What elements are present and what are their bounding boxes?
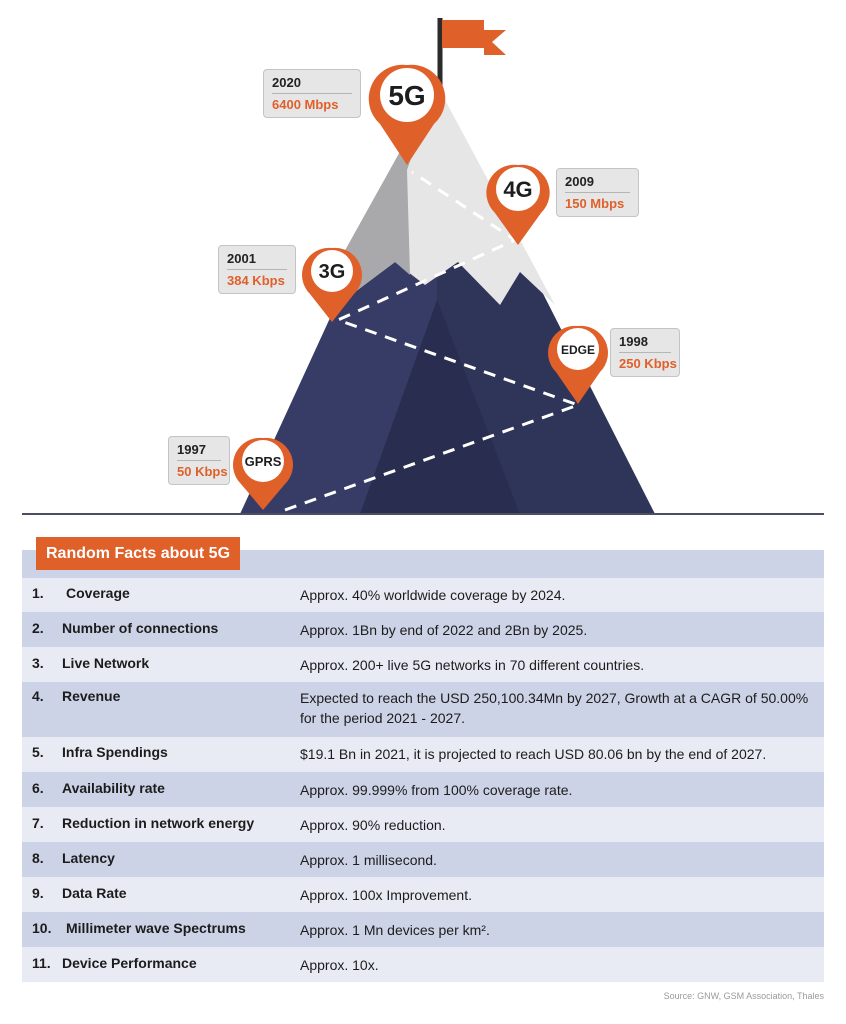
fact-value: Approx. 200+ live 5G networks in 70 different countries. — [300, 657, 645, 673]
table-row — [22, 612, 824, 647]
fact-value: Approx. 90% reduction. — [300, 817, 446, 833]
table-row — [22, 647, 824, 682]
callout-4g — [556, 168, 639, 217]
fact-number: 3. — [32, 655, 44, 671]
fact-value: Approx. 100x Improvement. — [300, 887, 472, 903]
fact-value: Approx. 40% worldwide coverage by 2024. — [300, 587, 566, 603]
fact-number: 4. — [32, 688, 44, 704]
fact-number: 7. — [32, 815, 44, 831]
fact-number: 9. — [32, 885, 44, 901]
table-row — [22, 947, 824, 982]
fact-number: 8. — [32, 850, 44, 866]
callout-5g — [263, 69, 361, 118]
fact-number: 11. — [32, 955, 51, 971]
fact-value: Approx. 99.999% from 100% coverage rate. — [300, 782, 573, 798]
table-row — [22, 772, 824, 807]
fact-value: Approx. 1 millisecond. — [300, 852, 437, 868]
fact-number: 2. — [32, 620, 44, 636]
facts-title: Random Facts about 5G — [36, 537, 240, 570]
fact-value: $19.1 Bn in 2021, it is projected to reach USD 80.06 bn by the end of 2027. — [300, 746, 767, 762]
callout-gprs-speed: 50 Kbps — [177, 464, 228, 479]
fact-number: 5. — [32, 744, 44, 760]
callout-edge-year: 1998 — [619, 334, 671, 353]
fact-label: Revenue — [62, 688, 121, 704]
table-row — [22, 682, 824, 737]
fact-label: Millimeter wave Spectrums — [66, 920, 246, 936]
table-row — [22, 912, 824, 947]
fact-value: Expected to reach the USD 250,100.34Mn by 2027, Growth at a CAGR of 50.00% for the period 2021 - 2027. — [300, 690, 809, 726]
pin-edge-label: EDGE — [560, 343, 596, 357]
fact-number: 6. — [32, 780, 44, 796]
callout-3g-year: 2001 — [227, 251, 287, 270]
facts-table — [22, 550, 824, 982]
fact-value: Approx. 1 Mn devices per km². — [300, 922, 490, 938]
callout-edge — [610, 328, 680, 377]
fact-label: Coverage — [66, 585, 130, 601]
fact-label: Availability rate — [62, 780, 165, 796]
fact-label: Live Network — [62, 655, 150, 671]
table-row — [22, 737, 824, 772]
pin-gprs-label: GPRS — [244, 454, 282, 469]
callout-3g — [218, 245, 296, 294]
fact-label: Number of connections — [62, 620, 219, 636]
pin-3g-label: 3G — [318, 261, 346, 283]
fact-label: Reduction in network energy — [62, 815, 255, 831]
callout-edge-speed: 250 Kbps — [619, 356, 677, 371]
fact-value: Approx. 10x. — [300, 957, 379, 973]
pin-5g-label: 5G — [388, 80, 426, 111]
callout-4g-year: 2009 — [565, 174, 630, 193]
fact-value: Approx. 1Bn by end of 2022 and 2Bn by 2025. — [300, 622, 588, 638]
table-row — [22, 842, 824, 877]
callout-gprs — [168, 436, 230, 485]
pin-4g-label: 4G — [503, 177, 533, 202]
fact-label: Data Rate — [62, 885, 127, 901]
callout-5g-speed: 6400 Mbps — [272, 97, 339, 112]
table-row — [22, 877, 824, 912]
callout-4g-speed: 150 Mbps — [565, 196, 625, 211]
fact-label: Infra Spendings — [62, 744, 168, 760]
table-row — [22, 807, 824, 842]
table-row — [22, 578, 824, 612]
flag-icon — [442, 20, 506, 55]
fact-number: 10. — [32, 920, 52, 936]
fact-label: Device Performance — [62, 955, 197, 971]
callout-5g-year: 2020 — [272, 75, 352, 94]
callout-gprs-year: 1997 — [177, 442, 221, 461]
source-note: Source: GNW, GSM Association, Thales — [663, 991, 824, 1001]
fact-number: 1. — [32, 585, 44, 601]
callout-3g-speed: 384 Kbps — [227, 273, 285, 288]
fact-label: Latency — [62, 850, 115, 866]
